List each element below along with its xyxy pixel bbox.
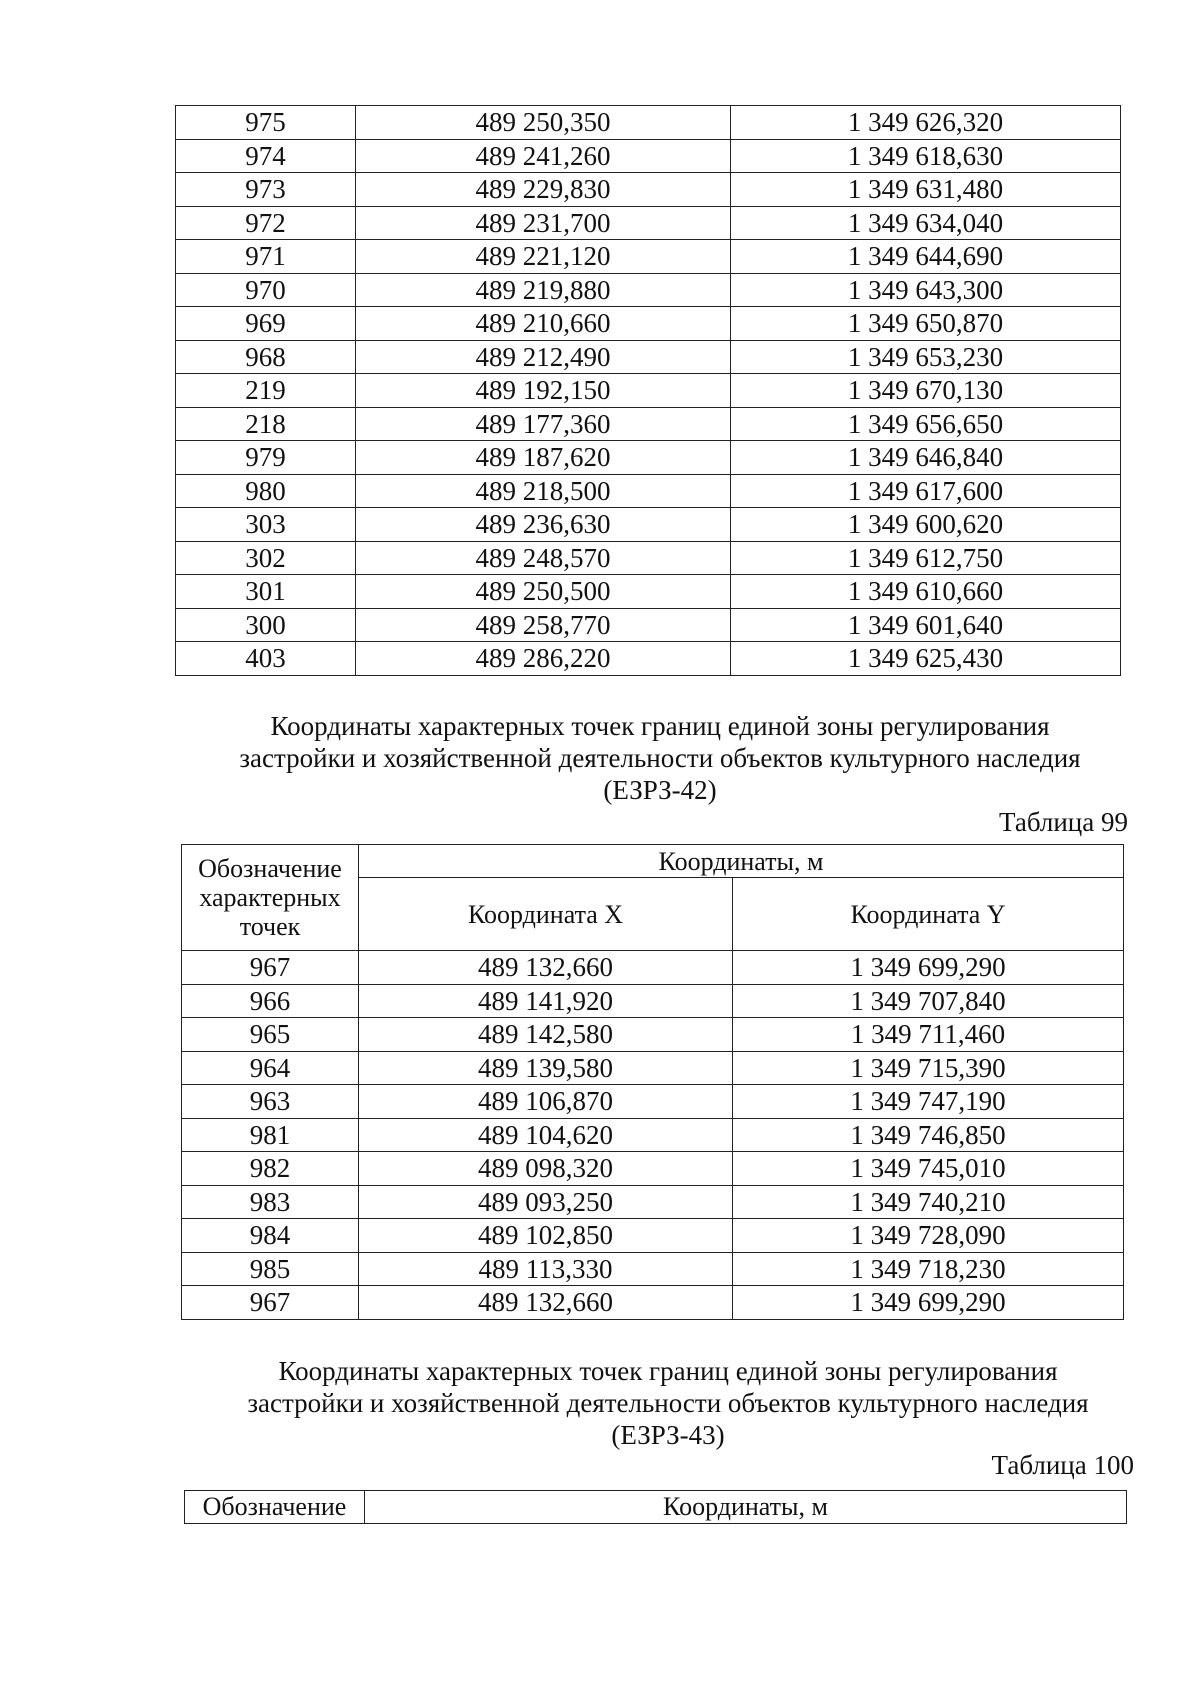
table-row xyxy=(176,508,1121,542)
table-row xyxy=(182,1118,1124,1152)
coord-y-cell: 1 349 728,090 xyxy=(733,1219,1124,1253)
header-line: точек xyxy=(239,912,301,941)
coord-x-cell: 489 113,330 xyxy=(359,1252,733,1286)
header-line: Обозначение xyxy=(198,854,342,883)
coord-y-cell: 1 349 646,840 xyxy=(731,441,1121,475)
coord-y-cell: 1 349 612,750 xyxy=(731,541,1121,575)
point-number-cell: 301 xyxy=(176,575,356,609)
coord-x-cell: 489 177,360 xyxy=(356,407,731,441)
point-number-cell: 966 xyxy=(182,984,359,1018)
coord-x-cell: 489 142,580 xyxy=(359,1018,733,1052)
coord-x-cell: 489 229,830 xyxy=(356,173,731,207)
table-body xyxy=(182,951,1124,1320)
table-row xyxy=(176,541,1121,575)
coord-y-cell: 1 349 650,870 xyxy=(731,307,1121,341)
coord-x-cell: 489 106,870 xyxy=(359,1085,733,1119)
coord-x-cell: 489 250,350 xyxy=(356,106,731,140)
coord-y-cell: 1 349 601,640 xyxy=(731,608,1121,642)
point-number-cell: 981 xyxy=(182,1118,359,1152)
table-row xyxy=(182,1252,1124,1286)
point-number-cell: 968 xyxy=(176,340,356,374)
point-number-cell: 979 xyxy=(176,441,356,475)
table-row xyxy=(182,1018,1124,1052)
coord-x-cell: 489 236,630 xyxy=(356,508,731,542)
coord-x-cell: 489 218,500 xyxy=(356,474,731,508)
table-99-caption xyxy=(160,710,1160,806)
point-number-cell: 980 xyxy=(176,474,356,508)
point-number-cell: 967 xyxy=(182,951,359,985)
coord-x-cell: 489 212,490 xyxy=(356,340,731,374)
coord-y-cell: 1 349 634,040 xyxy=(731,206,1121,240)
coord-y-cell: 1 349 631,480 xyxy=(731,173,1121,207)
coord-x-cell: 489 248,570 xyxy=(356,541,731,575)
point-number-cell: 219 xyxy=(176,374,356,408)
caption-line: Координаты характерных точек границ единой зоны регулирования xyxy=(278,1356,1058,1386)
table-100-caption xyxy=(168,1355,1168,1451)
coord-y-cell: 1 349 626,320 xyxy=(731,106,1121,140)
point-number-cell: 403 xyxy=(176,642,356,676)
caption-line: (ЕЗРЗ-42) xyxy=(603,775,717,805)
point-designation-header: Обозначение xyxy=(185,1491,365,1524)
table-row xyxy=(176,407,1121,441)
table-row xyxy=(182,951,1124,985)
table-row xyxy=(182,1219,1124,1253)
caption-line: застройки и хозяйственной деятельности объектов культурного наследия xyxy=(247,1388,1089,1418)
coord-y-cell: 1 349 670,130 xyxy=(731,374,1121,408)
coord-y-cell: 1 349 653,230 xyxy=(731,340,1121,374)
coordinates-table-99 xyxy=(181,844,1124,1320)
coord-y-cell: 1 349 699,290 xyxy=(733,951,1124,985)
coord-y-cell: 1 349 643,300 xyxy=(731,273,1121,307)
point-number-cell: 984 xyxy=(182,1219,359,1253)
coord-y-cell: 1 349 740,210 xyxy=(733,1185,1124,1219)
table-row xyxy=(182,1152,1124,1186)
point-number-cell: 983 xyxy=(182,1185,359,1219)
coord-x-cell: 489 241,260 xyxy=(356,139,731,173)
coord-x-cell: 489 286,220 xyxy=(356,642,731,676)
table-row xyxy=(176,173,1121,207)
table-row xyxy=(176,608,1121,642)
table-row xyxy=(176,307,1121,341)
coord-y-cell: 1 349 625,430 xyxy=(731,642,1121,676)
coord-y-cell: 1 349 644,690 xyxy=(731,240,1121,274)
point-number-cell: 963 xyxy=(182,1085,359,1119)
coord-y-cell: 1 349 711,460 xyxy=(733,1018,1124,1052)
table-row xyxy=(182,1085,1124,1119)
coordinates-table-100 xyxy=(184,1490,1127,1524)
table-row xyxy=(182,984,1124,1018)
point-number-cell: 971 xyxy=(176,240,356,274)
coordinates-table-continued xyxy=(175,105,1121,676)
coordinates-header: Координаты, м xyxy=(365,1491,1127,1524)
coord-x-cell: 489 221,120 xyxy=(356,240,731,274)
coord-x-cell: 489 210,660 xyxy=(356,307,731,341)
table-100-number: Таблица 100 xyxy=(991,1450,1134,1480)
point-number-cell: 302 xyxy=(176,541,356,575)
table-row xyxy=(182,1185,1124,1219)
caption-line: Координаты характерных точек границ единой зоны регулирования xyxy=(270,711,1050,741)
table-row xyxy=(182,1051,1124,1085)
point-number-cell: 303 xyxy=(176,508,356,542)
table-row xyxy=(176,273,1121,307)
table-row xyxy=(176,474,1121,508)
header-line: характерных xyxy=(199,883,341,912)
table-row xyxy=(176,575,1121,609)
coord-x-cell: 489 192,150 xyxy=(356,374,731,408)
coord-x-cell: 489 132,660 xyxy=(359,951,733,985)
coord-y-cell: 1 349 745,010 xyxy=(733,1152,1124,1186)
coord-x-cell: 489 102,850 xyxy=(359,1219,733,1253)
coord-x-cell: 489 093,250 xyxy=(359,1185,733,1219)
table-row xyxy=(176,340,1121,374)
coord-y-cell: 1 349 699,290 xyxy=(733,1286,1124,1320)
table-99-number: Таблица 99 xyxy=(999,807,1128,837)
point-number-cell: 964 xyxy=(182,1051,359,1085)
point-number-cell: 982 xyxy=(182,1152,359,1186)
coord-y-cell: 1 349 618,630 xyxy=(731,139,1121,173)
point-number-cell: 300 xyxy=(176,608,356,642)
point-number-cell: 974 xyxy=(176,139,356,173)
table-row xyxy=(176,206,1121,240)
point-designation-header xyxy=(182,845,359,951)
coord-y-cell: 1 349 715,390 xyxy=(733,1051,1124,1085)
table-row xyxy=(176,642,1121,676)
point-number-cell: 967 xyxy=(182,1286,359,1320)
coord-y-cell: 1 349 747,190 xyxy=(733,1085,1124,1119)
coord-x-cell: 489 250,500 xyxy=(356,575,731,609)
table-row xyxy=(176,374,1121,408)
caption-line: застройки и хозяйственной деятельности объектов культурного наследия xyxy=(239,743,1081,773)
coord-x-cell: 489 098,320 xyxy=(359,1152,733,1186)
table-row xyxy=(176,240,1121,274)
coord-x-cell: 489 231,700 xyxy=(356,206,731,240)
point-number-cell: 972 xyxy=(176,206,356,240)
point-number-cell: 973 xyxy=(176,173,356,207)
coord-y-cell: 1 349 656,650 xyxy=(731,407,1121,441)
coord-x-cell: 489 187,620 xyxy=(356,441,731,475)
coord-x-cell: 489 219,880 xyxy=(356,273,731,307)
coord-y-cell: 1 349 718,230 xyxy=(733,1252,1124,1286)
point-number-cell: 969 xyxy=(176,307,356,341)
coord-x-cell: 489 132,660 xyxy=(359,1286,733,1320)
coord-y-cell: 1 349 600,620 xyxy=(731,508,1121,542)
table-row xyxy=(176,106,1121,140)
coord-x-cell: 489 258,770 xyxy=(356,608,731,642)
point-number-cell: 985 xyxy=(182,1252,359,1286)
coord-y-cell: 1 349 707,840 xyxy=(733,984,1124,1018)
point-number-cell: 965 xyxy=(182,1018,359,1052)
coord-x-cell: 489 139,580 xyxy=(359,1051,733,1085)
table-row xyxy=(176,441,1121,475)
caption-line: (ЕЗРЗ-43) xyxy=(611,1420,725,1450)
coord-y-cell: 1 349 617,600 xyxy=(731,474,1121,508)
coord-x-cell: 489 141,920 xyxy=(359,984,733,1018)
coord-y-cell: 1 349 610,660 xyxy=(731,575,1121,609)
coord-y-cell: 1 349 746,850 xyxy=(733,1118,1124,1152)
point-number-cell: 218 xyxy=(176,407,356,441)
table-body xyxy=(176,106,1121,676)
table-row xyxy=(176,139,1121,173)
point-number-cell: 975 xyxy=(176,106,356,140)
coord-x-header: Координата X xyxy=(359,878,733,951)
coord-x-cell: 489 104,620 xyxy=(359,1118,733,1152)
table-row xyxy=(182,1286,1124,1320)
point-number-cell: 970 xyxy=(176,273,356,307)
coordinates-header: Координаты, м xyxy=(359,845,1124,878)
coord-y-header: Координата Y xyxy=(733,878,1124,951)
